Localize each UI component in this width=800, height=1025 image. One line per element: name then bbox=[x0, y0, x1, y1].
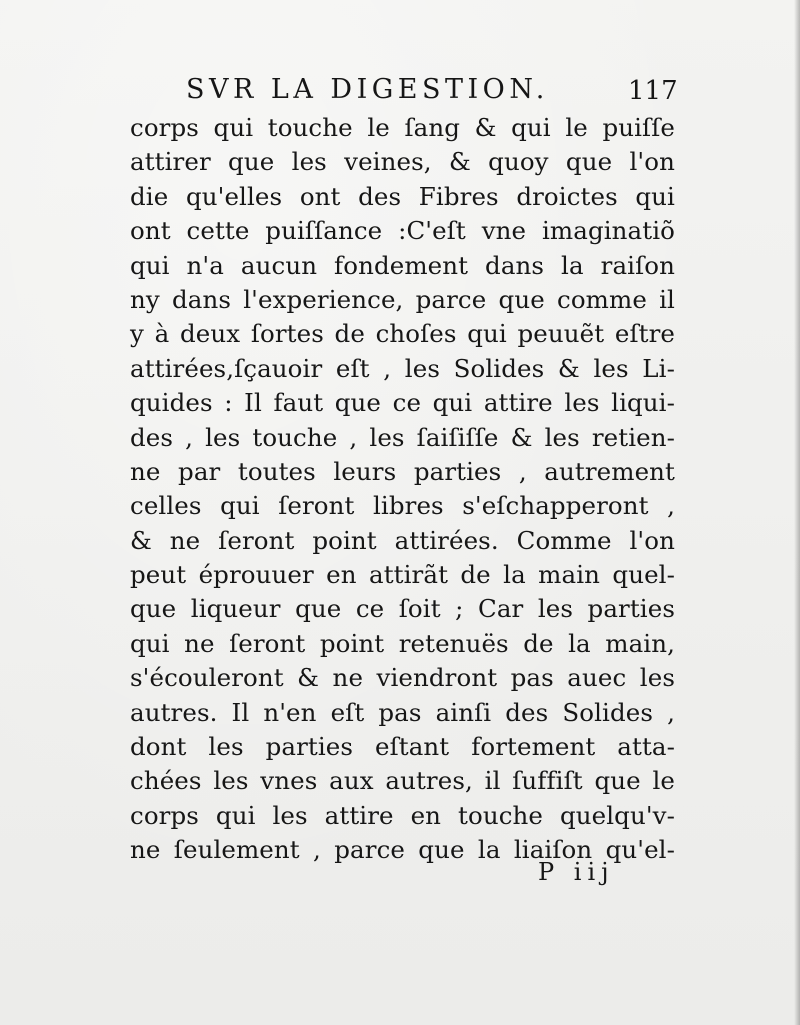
text-line: qui ne ſeront point retenuës de la main, bbox=[130, 628, 675, 658]
text-line: die qu'elles ont des Fibres droictes qui bbox=[130, 181, 675, 211]
text-line: corps qui touche le ſang & qui le puiſſe bbox=[130, 113, 675, 142]
text-line: ne ſeulement , parce que la liaiſon qu'el- bbox=[130, 835, 675, 865]
text-line: corps qui les attire en touche quelqu'v- bbox=[130, 800, 675, 830]
text-line: attirer que les veines, & quoy que l'on bbox=[130, 147, 675, 177]
text-line: que liqueur que ce ſoit ; Car les parties bbox=[130, 594, 675, 624]
body-text bbox=[130, 111, 675, 868]
text-line: s'écouleront & ne viendront pas auec les bbox=[130, 663, 675, 693]
text-line: & ne ſeront point attirées. Comme l'on bbox=[130, 525, 675, 555]
text-line: dont les parties eſtant fortement atta- bbox=[130, 732, 675, 762]
page-edge-shadow bbox=[794, 0, 800, 1025]
text-line: celles qui ſeront libres s'eſchapperont , bbox=[130, 491, 675, 521]
signature-mark: P iij bbox=[538, 858, 615, 886]
text-line: peut éprouuer en attirãt de la main quel- bbox=[130, 560, 675, 590]
text-line: ne par toutes leurs parties , autrement bbox=[130, 456, 675, 486]
page-number: 117 bbox=[628, 76, 678, 106]
text-line: des , les touche , les ſaiſiſſe & les retien- bbox=[130, 422, 675, 452]
text-line: autres. Il n'en eſt pas ainſi des Solides , bbox=[130, 697, 675, 727]
text-line: y à deux ſortes de choſes qui peuuẽt eſtre bbox=[130, 319, 675, 349]
text-line: ny dans l'experience, parce que comme il bbox=[130, 284, 675, 314]
text-line: ont cette puiſſance :C'eſt vne imaginatiõ bbox=[130, 216, 675, 246]
text-line: qui n'a aucun fondement dans la raiſon bbox=[130, 250, 675, 280]
text-line: attirées,ſçauoir eſt , les Solides & les Li- bbox=[130, 353, 675, 383]
text-line: quides : Il faut que ce qui attire les liqui- bbox=[130, 388, 675, 418]
running-title: SVR LA DIGESTION. bbox=[186, 74, 549, 105]
page-header bbox=[180, 74, 680, 114]
text-line: chées les vnes aux autres, il ſuffiſt que le bbox=[130, 766, 675, 796]
